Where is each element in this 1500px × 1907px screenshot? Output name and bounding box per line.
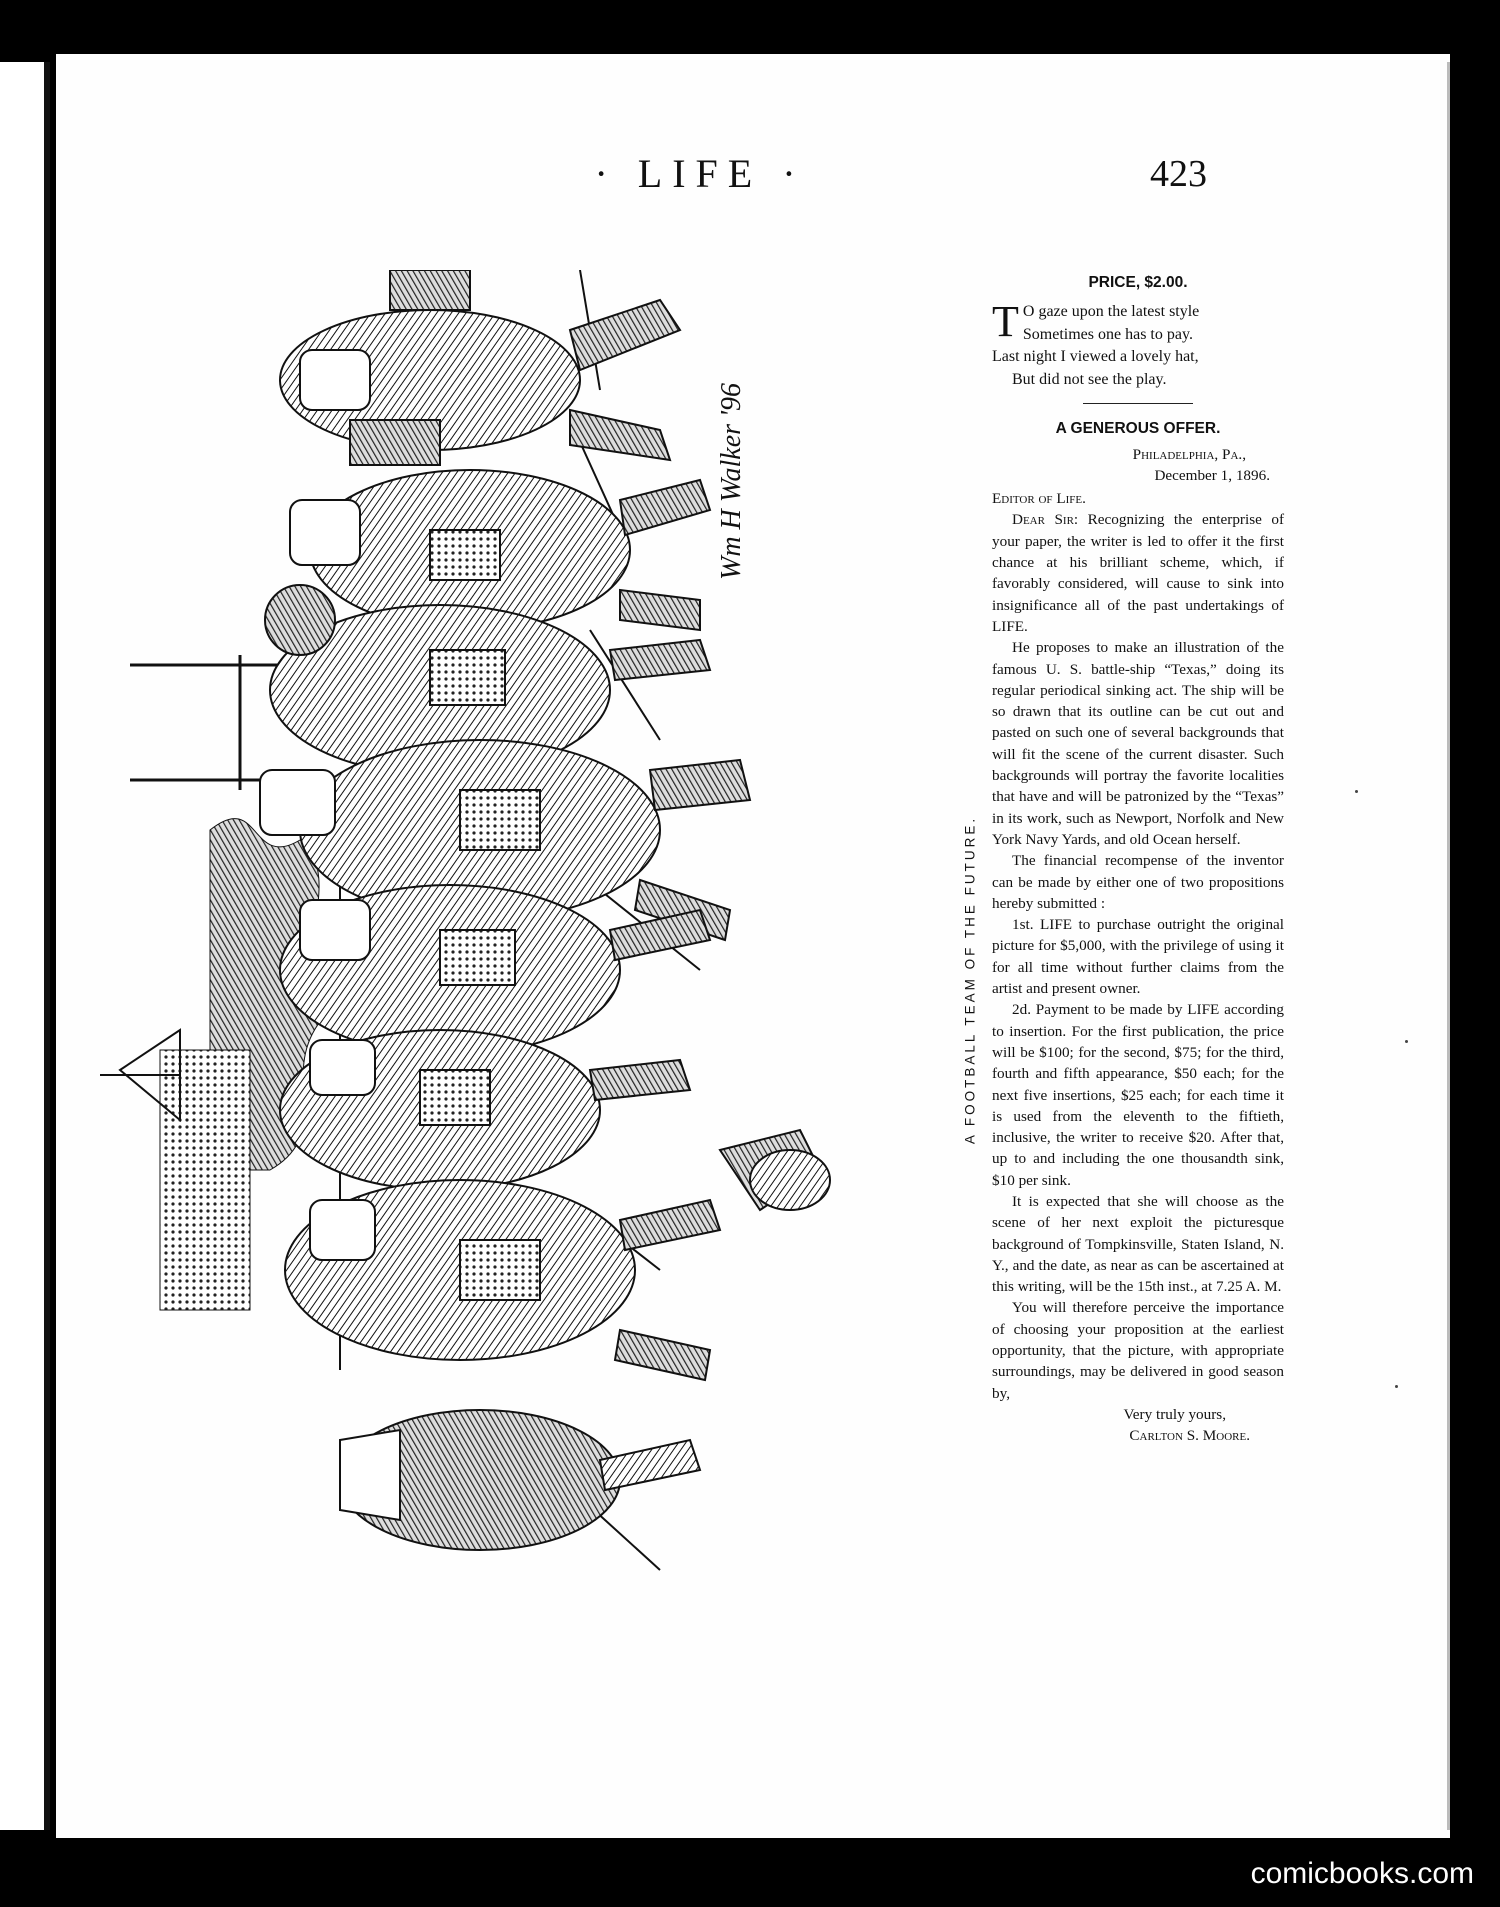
letter-paragraph: The financial recompense of the inventor can be made by either one of two propositions hereby submitted : xyxy=(992,852,1284,912)
poem-line: Sometimes one has to pay. xyxy=(1022,325,1193,343)
knight-6 xyxy=(280,1030,690,1190)
knight-7 xyxy=(285,1180,720,1380)
poem-dropcap: T xyxy=(992,297,1019,347)
masthead: · LIFE · xyxy=(594,151,806,196)
letter-paragraph: 1st. LIFE to purchase outright the original picture for $5,000, with the privilege of using it for all time without further claims from the artist and present owner. xyxy=(992,916,1284,998)
letter-salutation: Dear Sir: xyxy=(1012,511,1079,529)
letter-paragraph xyxy=(992,509,1284,637)
letter-paragraph: He proposes to make an illustration of the famous U. S. battle-ship “Texas,” doing its regular periodical sinking act. The ship will be so drawn that its outline can be cut out and pasted on such one of several backgrounds that will fit the scene of the current disaster. Such backgrounds will portray the favorite localities that have and will be patronized by the “Texas” in its work, such as Newport, Norfolk and New York Navy Yards, and old Ocean herself. xyxy=(992,639,1284,848)
letter-place: Philadelphia, Pa., xyxy=(1132,445,1246,463)
speck xyxy=(1355,790,1358,793)
price-heading: PRICE, $2.00. xyxy=(1088,274,1188,291)
letter-signature: Carlton S. Moore. xyxy=(1129,1427,1250,1445)
poem-line: But did not see the play. xyxy=(1012,370,1167,388)
text-column xyxy=(992,272,1284,1447)
illustration-caption: A FOOTBALL TEAM OF THE FUTURE. xyxy=(962,815,978,1145)
letter-paragraph-text: Recognizing the enterprise of your paper, the writer is led to offer it the first chance at his brilliant scheme, which, if favorably considered, will cause to sink into insignificance all of the past undertakings of LIFE. xyxy=(992,511,1285,635)
letter-paragraph: 2d. Payment to be made by LIFE according to insertion. For the first publication, the price will be $100; for the second, $75; for the third, fourth and fifth appearance, $50 each; for the next five insertions, $25 each; for each time it is used from the eleventh to the fiftieth, inclusive, the writer to receive $20. After that, up to and including the one thousandth sink, $10 per sink. xyxy=(992,1001,1284,1189)
knight-8-referee xyxy=(340,1410,700,1550)
speck xyxy=(1395,1385,1398,1388)
artist-signature: Wm H Walker '96 xyxy=(716,382,747,580)
poem-line: O gaze upon the latest style xyxy=(1022,303,1200,321)
caption-container xyxy=(950,810,990,1150)
previous-page-edge xyxy=(0,62,50,1830)
page-right-edge xyxy=(1447,62,1450,1830)
watermark: comicbooks.com xyxy=(1250,1857,1474,1890)
section-divider xyxy=(1083,403,1193,404)
knight-1 xyxy=(280,270,680,460)
football-knights-illustration xyxy=(100,270,880,1640)
letter-paragraph: It is expected that she will choose as the scene of her next exploit the picturesque background of Tompkinsville, Staten Island, N. Y., and the date, as near as can be ascertained at this writing, will be the 15th inst., at 7.25 A. M. xyxy=(992,1192,1284,1296)
price-poem xyxy=(992,297,1284,391)
letter-closing: Very truly yours, xyxy=(1123,1405,1226,1423)
offer-heading: A GENEROUS OFFER. xyxy=(1055,420,1221,438)
letter-addressee: Editor of Life. xyxy=(992,490,1086,508)
helmet-on-ground xyxy=(720,1130,830,1210)
speck xyxy=(1405,1040,1408,1043)
letter-paragraph: You will therefore perceive the importance of choosing your proposition at the earliest opportunity, that the picture, with appropriate surroundings, may be delivered in good season by, xyxy=(992,1299,1284,1402)
letter-date: December 1, 1896. xyxy=(1154,466,1270,484)
page-number: 423 xyxy=(1150,153,1207,195)
poem-line: Last night I viewed a lovely hat, xyxy=(992,348,1199,366)
